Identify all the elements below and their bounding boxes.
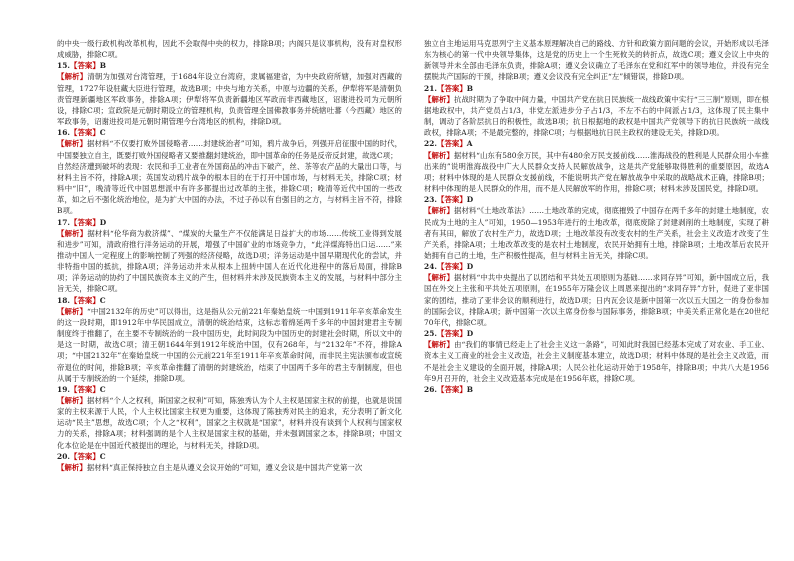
analysis-tag: 【解析】 [57,228,88,238]
answer-heading: 23.【答案】D [424,195,474,205]
analysis-paragraph: 【解析】清朝为加强对台湾管理，于1684年设立台湾府，隶属福建省，为中央政府所辖，加强对西藏的管理，1727年设驻藏大臣进行管理，故选B项；中央与地方关系，中原与边疆的关系，伊犁将军是清朝负责管理新疆地区军政事务，排除A项；伊犁将军负责新疆地区军政而非西藏地区，诏谢进投司为元朝所设，排除C项；宣政院是元朝时期设立的管理机构，负责管理全国佛教事务并统辖吐蕃（今西藏）地区的军政事务，诏谢进投司是元朝时期管理今台湾地区的机构，排除D项。 [57,72,402,127]
answer-label: 【答案】 [70,384,100,394]
left-column [57,38,402,551]
analysis-paragraph: 【解析】“中国2132年的历史”可以得出，这是指从公元前221年秦始皇统一中国到1911年辛亥革命发生的这一段时期，即1912年中华民国成立，清朝的统治结束，这标志着绵延两千多年的中国封建君主专制制度终于推翻了，在主要不专制统治的一段中国历史，此时间段为中国历史的封建社会时期，所以文中的是这一时期，故选C项；清王朝1644年到1912年统治中国，仅有268年，与“2132年”不符，排除A项；“中国2132年”在秦始皇统一中国的公元前221年至1911年辛亥革命时间，而非民主宪法颁布或宣统帝退位的时间，排除B项；辛亥革命推翻了清朝的封建统治，结束了中国两千多年的君主专制制度，但也从属于专制统治的一个延续，排除D项。 [57,306,402,383]
analysis-paragraph: 【解析】据材料“中共中央提出了以团结和平共处五项原则为基础……求同存异”可知，新中国成立后，我国在外交上主张和平共处五项原则，在1955年万隆会议上周恩来提出的“求同存异”方针，促进了亚非国家的团结，推动了亚非会议的顺利进行，故选D项；日内瓦会议是新中国第一次以五大国之一的身份参加的国际会议，排除A项；新中国第一次以主席身份参与国际事务，排除B项；中美关系正常化是在20世纪70年代，排除C项。 [424,273,769,327]
answer-label: 【答案】 [70,451,100,461]
paragraph: 的中央一级行政机构改革机构，因此不会取得中央的权力，排除B项；内阁只是议事机构，没有对皇权形成威胁，排除C项。 [57,39,402,60]
answer-heading: 21.【答案】B [424,83,474,93]
analysis-paragraph: 【解析】抗战时期为了争取中间力量，中国共产党在抗日民族统一战线政策中实行“三三制”原则，即在根据地政权中，共产党员占1/3，非党左派进步分子占1/3，不左不右的中间派占1/3，这体现了民主集中制，调动了各阶层抗日的积极性，故选B项；抗日根据地的政权是中国共产党领导下的抗日民族统一战线政权，排除A项；不是最完整的，排除C项；与根据地抗日民主政权的建设无关，排除D项。 [424,94,769,138]
answer-label: 【答案】 [437,83,467,93]
answer-label: 【答案】 [70,128,100,138]
analysis-paragraph: 【解析】据材料“个人之权利，斯国家之权利”可知，陈独秀认为个人主权是国家主权的前提，也就是说国家的主权来源于人民，个人主权比国家主权更为重要，这体现了陈独秀对民主的追求，充分表明了新文化运动“民主”思想，故选C项；个人之“权利”，国家之主权就是“国家”，材料并没有谈到个人权利与国家权力的关系，排除A项；材料强调的是个人主权是国家主权的基础，并未强调国家之本，排除B项；中国文化本位论是在中国近代被提出的理论，与材料无关，排除D项。 [57,396,402,450]
answer-heading: 22.【答案】A [424,139,473,149]
answer-label: 【答案】 [437,384,467,394]
analysis-tag: 【解析】 [57,306,87,316]
analysis-paragraph: 【解析】据材料“《土地改革法》……土地改革的完成，彻底摧毁了中国存在两千多年的封建土地制度，农民成为土地的主人”可知，1950—1953年进行的土地改革，彻底废除了封建剥削的土地制度，实现了耕者有其田，解放了农村生产力，故选D项；土地改革没有改变农村的生产关系，社会主义改造才改变了生产关系，排除A项；土地改革改变的是农村土地制度，农民开始拥有土地，排除B项；土地改革后农民开始拥有自己的土地，生产积极性提高，但与材料主旨无关，排除C项。 [424,206,769,260]
answer-heading: 17.【答案】D [57,217,107,227]
paragraph: 自然经济遭到破坏的表现：农民和手工业者在外国商品的冲击下破产，丝、茶等农产品的大量出口等，与材料主旨不符，排除A项；英国发动鸦片战争的根本目的在于打开中国市场，与材料无关，排除C项；材料中“旧”，晚清等近代中国思想派中有许多都提出过改革的主张，排除C项；晚清等近代中国的一些改革，如之后不强化统治地位，是为扩大中国的办法，不过子孙以有自强目的之方，与材料主旨不符，排除B项。 [57,161,402,216]
analysis-paragraph: 【解析】据材料“伦华商为救济煤”、“煤炭的大量生产不仅能满足日益扩大的市场……传统工业得到发展和进步”可知，清政府推行洋务运动的开展，增强了中国矿业的市场竞争力，“此洋煤海特出口运……”来推动中国人一定程度上的影响控制了列强的经济侵略，故选D项；洋务运动是中国早期现代化的尝试，并非特指中国的抵抗，排除A项；洋务运动并未从根本上扭转中国人在近代化进程中的落后局面，排除B项；洋务运动的协约了中国民族资本主义的产生，但材料并未涉及民族资本主义的发展，与材料中部分主旨无关，排除C项。 [57,228,402,294]
right-column [424,38,769,551]
answer-heading: 25.【答案】D [424,329,474,339]
answer-heading: 16.【答案】C [57,128,106,138]
analysis-tag: 【解析】 [424,273,454,283]
answer-label: 【答案】 [70,295,100,305]
analysis-tag: 【解析】 [57,396,87,405]
analysis-tag: 【解析】 [424,340,454,350]
answer-heading: 26.【答案】B [424,384,474,394]
analysis-tag: 【解析】 [57,462,87,472]
analysis-paragraph: 【解析】据材料“真正保持独立自主是从遵义会议开始的”可知，遵义会议是中国共产党第一次 [57,462,363,472]
answer-label: 【答案】 [437,262,467,272]
answer-label: 【答案】 [437,195,467,205]
analysis-tag: 【解析】 [424,206,454,216]
answer-label: 【答案】 [70,61,100,71]
answer-label: 【答案】 [437,139,467,149]
analysis-paragraph: 【解析】据材料“不仅要打败外国侵略者……封建统治者”可知，鸦片战争后，列强开启征服中国的时代，中国要独立自主，既要打败外国侵略者又要推翻封建统治，即中国革命的任务是反帝反封建，故选C项； [57,139,402,160]
analysis-paragraph: 【解析】由“我们的事情已经走上了社会主义这一条路”，可知此时我国已经基本完成了对农业、手工业、资本主义工商业的社会主义改造，社会主义制度基本建立，故选D项；材料中体现的是社会主义改造，而不是社会主义建设的全面开展，排除A项；人民公社化运动开始于1958年，排除B项；中共八大是1956年9月召开的，社会主义改造基本完成是在1956年底，排除C项。 [424,340,769,383]
analysis-tag: 【解析】 [57,139,87,149]
analysis-tag: 【解析】 [424,150,454,160]
analysis-paragraph: 【解析】据材料“山东有580余万民，其中有480余万民支援前线……淮海战役的胜利是人民群众用小车推出来的”说明淮海战役中广大人民群众支持人民解放战争，这是共产党能够取得胜利的重要原因，故选A项；材料中体现的是人民群众支援前线，不能说明共产党在解放战争中采取的战略战术正确，排除B项；材料中体现的是人民群众的作用，而不是人民解放军的作用，排除C项；材料未涉及国民党，排除D项。 [424,150,769,194]
analysis-tag: 【解析】 [424,94,454,104]
analysis-tag: 【解析】 [57,72,88,82]
answer-heading: 18.【答案】C [57,295,106,305]
answer-heading: 15.【答案】B [57,61,107,71]
answer-heading: 24.【答案】D [424,262,474,272]
answer-heading: 20.【答案】C [57,451,106,461]
answer-label: 【答案】 [70,217,100,227]
paragraph: 独立自主地运用马克思列宁主义基本原理解决自己的路线、方针和政策方面问题的会议，开始形成以毛泽东为核心的第一代中央领导集体，这是党的历史上一个生死攸关的转折点，故选C项；遵义会议上中央的新领导并未全部由毛泽东负责，排除A项；遵义会议确立了毛泽东在党和红军中的领导地位，并没有完全摆脱共产国际的干预，排除B项；遵义会议没有完全纠正“左”倾错误，排除D项。 [424,39,769,82]
answer-label: 【答案】 [437,329,467,339]
answer-heading: 19.【答案】C [57,384,106,394]
